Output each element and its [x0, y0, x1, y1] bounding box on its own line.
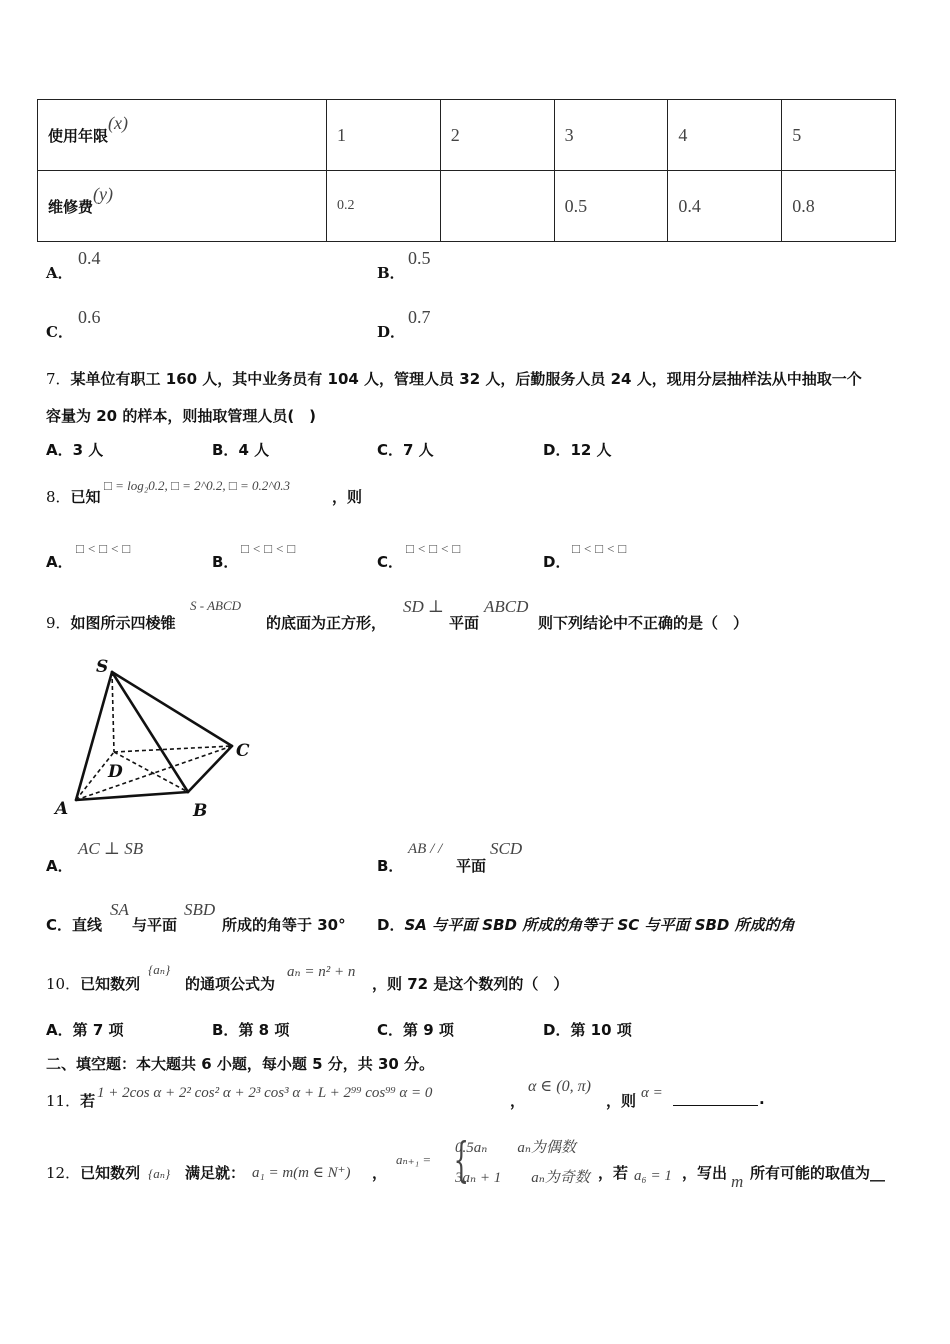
q9-abcd: ABCD — [484, 597, 529, 616]
q8-option-c[interactable]: □ < □ < □ — [406, 541, 461, 556]
q8-option-d-label: D． — [543, 553, 571, 571]
label-s: S — [96, 657, 109, 677]
table-cell: 2 — [440, 100, 554, 171]
q8-option-d[interactable]: □ < □ < □ — [572, 541, 627, 556]
label-c: C — [236, 741, 250, 761]
q8-option-a-label: A． — [46, 553, 73, 571]
q6-option-d[interactable]: 0.7 — [408, 307, 431, 327]
q9-option-c-sa: SA — [110, 900, 129, 919]
q9-option-c[interactable]: C．直线 — [46, 916, 103, 934]
q6-option-c[interactable]: 0.6 — [78, 307, 101, 327]
table-cell: 0.5 — [554, 171, 668, 242]
table-header-cost: 维修费(y) — [38, 171, 327, 242]
q12-a1: a₁ = m(m ∈ N⁺) — [252, 1165, 351, 1181]
q8-option-b[interactable]: □ < □ < □ — [241, 541, 296, 556]
edge-dc — [114, 746, 232, 752]
q10-option-a[interactable]: A．第 7 项 — [46, 1021, 124, 1039]
q8-option-c-label: C． — [377, 553, 404, 571]
q11-answer-blank[interactable] — [673, 1091, 758, 1110]
brace-icon: { — [453, 1132, 469, 1188]
q12-m: m — [731, 1172, 744, 1191]
table-header-years: 使用年限(x) — [38, 100, 327, 171]
q10-option-c[interactable]: C．第 9 项 — [377, 1021, 454, 1039]
table-row — [38, 100, 896, 171]
q7-option-c[interactable]: C．7 人 — [377, 441, 434, 459]
q9-text3: 平面 — [449, 614, 480, 632]
q7-option-b[interactable]: B．4 人 — [212, 441, 270, 459]
q11-alpha: α = — [641, 1085, 663, 1101]
table-cell: 0.4 — [668, 171, 782, 242]
q10-option-b[interactable]: B．第 8 项 — [212, 1021, 290, 1039]
q12-text1: 12．已知数列 — [46, 1164, 141, 1182]
q9-text4: 则下列结论中不正确的是（ ） — [538, 614, 749, 632]
q6-option-b[interactable]: 0.5 — [408, 248, 431, 268]
q9-option-d[interactable]: D．SA 与平面 SBD 所成的角等于 SC 与平面 SBD 所成的角 — [377, 916, 795, 934]
q9-option-a[interactable]: AC ⊥ SB — [78, 839, 144, 858]
q9-option-b-label: B． — [377, 857, 404, 875]
q7-line1: 7．某单位有职工 160 人，其中业务员有 104 人，管理人员 32 人，后勤服务人员 24 人，现用分层抽样法从中抽取一个 — [46, 370, 862, 388]
q12-text4: ，写出 — [682, 1164, 728, 1182]
q10-text1: 10．已知数列 — [46, 975, 141, 993]
q8-formula: □ = log₂0.2, □ = 2^0.2, □ = 0.2^0.3 — [104, 478, 290, 493]
section-heading: 二、填空题：本大题共 6 小题，每小题 5 分，共 30 分。 — [46, 1055, 435, 1073]
pyramid-figure — [50, 650, 260, 825]
table-cell — [440, 171, 554, 242]
data-table — [37, 99, 896, 242]
q11-end: . — [759, 1090, 765, 1108]
q12-text2: 满足就： — [185, 1164, 246, 1182]
q6-option-b-label: B． — [377, 264, 405, 282]
q7-option-d[interactable]: D．12 人 — [543, 441, 612, 459]
table-cell: 3 — [554, 100, 668, 171]
edge-sa — [76, 672, 112, 800]
q8-option-a[interactable]: □ < □ < □ — [76, 541, 131, 556]
table-row — [38, 171, 896, 242]
q10-text2: 的通项公式为 — [185, 975, 276, 993]
q9-option-c-mid: 与平面 — [132, 916, 178, 934]
q9-option-b-text: 平面 — [456, 857, 487, 875]
table-cell: 5 — [782, 100, 896, 171]
edge-ab — [76, 792, 188, 800]
q10-option-d[interactable]: D．第 10 项 — [543, 1021, 632, 1039]
q10-formula: aₙ = n² + n — [287, 964, 356, 980]
q9-option-b-plane: SCD — [490, 839, 523, 858]
q11-formula: 1 + 2cos α + 2² cos² α + 2³ cos³ α + L + 2⁹⁹ cos⁹⁹ α = 0 — [97, 1085, 433, 1101]
q8-option-b-label: B． — [212, 553, 239, 571]
label-b: B — [193, 801, 208, 821]
q6-option-c-label: C． — [46, 323, 73, 341]
q9-option-a-label: A． — [46, 857, 73, 875]
q8-suffix: ，则 — [332, 488, 363, 506]
q12-rec: aₙ₊₁ = — [396, 1152, 432, 1167]
q9-pyramid: S - ABCD — [190, 598, 242, 613]
diagonal-bd — [114, 752, 188, 792]
q10-seq: {aₙ} — [148, 962, 171, 977]
q12-seq: {aₙ} — [148, 1166, 171, 1181]
q6-option-a-label: A． — [46, 264, 73, 282]
label-a: A — [55, 799, 69, 819]
table-cell: 4 — [668, 100, 782, 171]
q12-a6: a₆ = 1 — [634, 1168, 672, 1184]
q6-option-d-label: D． — [377, 323, 406, 341]
q12-comma: ， — [372, 1164, 388, 1182]
q12-text5: 所有可能的取值为__ — [750, 1164, 886, 1182]
table-cell: 0.2 — [327, 171, 441, 242]
q12-case2: 3aₙ + 1 aₙ为奇数 — [455, 1170, 590, 1186]
q9-option-c-post: 所成的角等于 30° — [222, 916, 346, 934]
q11-comma: ， — [510, 1092, 526, 1110]
q9-text1: 9．如图所示四棱锥 — [46, 614, 176, 632]
q7-option-a[interactable]: A．3 人 — [46, 441, 104, 459]
q12-text3: ，若 — [598, 1164, 629, 1182]
q8-prefix: 8．已知 — [46, 488, 101, 506]
table-cell: 0.8 — [782, 171, 896, 242]
edge-sd — [112, 672, 114, 752]
q11-domain: α ∈ (0, π) — [528, 1078, 591, 1095]
q9-option-b-math[interactable]: AB / / — [408, 841, 443, 857]
q9-text2: 的底面为正方形， — [266, 614, 387, 632]
q11-text: ，则 — [606, 1092, 637, 1110]
q12-case1: 0.5aₙ aₙ为偶数 — [455, 1140, 576, 1156]
q6-option-a[interactable]: 0.4 — [78, 248, 101, 268]
q10-text3: ，则 72 是这个数列的（ ） — [372, 975, 569, 993]
q11-prefix: 11．若 — [46, 1092, 96, 1110]
q9-option-c-sbd: SBD — [184, 900, 216, 919]
edge-sc — [112, 672, 232, 746]
q7-line2: 容量为 20 的样本，则抽取管理人员( ) — [46, 407, 317, 425]
table-cell: 1 — [327, 100, 441, 171]
q9-sd: SD ⊥ — [403, 597, 445, 616]
label-d: D — [108, 762, 123, 782]
